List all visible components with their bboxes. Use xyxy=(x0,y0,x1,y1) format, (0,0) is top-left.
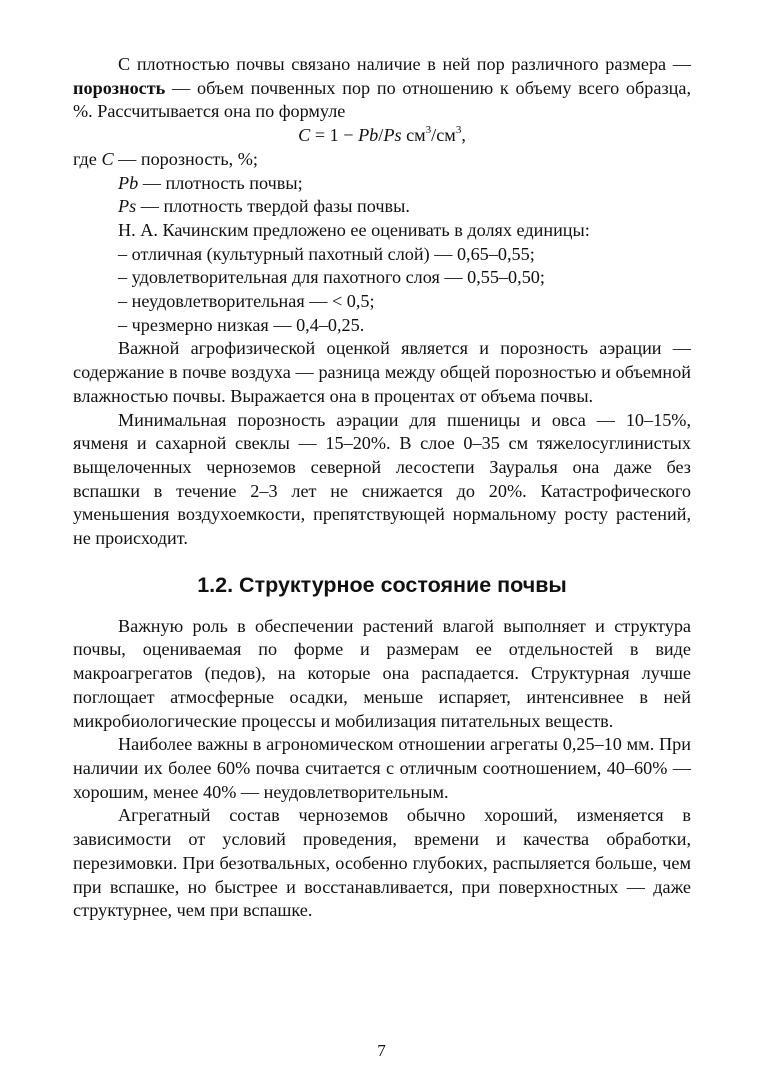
paragraph-soil-structure: Важную роль в обеспечении растений влагой выполняет и структура почвы, оцениваемая по форме и размерам ее отдельностей в виде макроагрегатов (педов), на которые она распадается. Структурная лучше поглощает атмосферные осадки, меньше испаряет, интенсивнее в ней микробиологические процессы и мобилизация питательных веществ. xyxy=(73,615,691,731)
definition-pb-text: — плотность почвы; xyxy=(138,172,303,193)
porosity-intro-text: С плотностью почвы связано наличие в ней пор различного размера — xyxy=(118,54,691,74)
page-content xyxy=(73,53,691,923)
definition-c-var: C xyxy=(101,148,114,169)
porosity-definition-text: — объем почвенных пор по отношению к объему всего образца, %. Рассчитывается она по формуле xyxy=(73,77,691,122)
formula-var-c: C xyxy=(298,125,311,146)
scale-item-very-low: – чрезмерно низкая — 0,4–0,25. xyxy=(118,314,365,335)
scale-item-satisfactory: – удовлетворительная для пахотного слоя — 0,55–0,50; xyxy=(118,267,545,288)
definition-c-text: — порозность, %; xyxy=(113,148,258,169)
definition-pb xyxy=(73,172,691,196)
definition-ps-var: Ps xyxy=(118,196,137,217)
formula-slash: / xyxy=(378,125,384,146)
formula-var-pb: Pb xyxy=(358,125,379,146)
definition-c xyxy=(73,148,691,172)
formula-exponent-2: 3 xyxy=(455,124,462,137)
paragraph-aggregates: Наиболее важны в агрономическом отношении агрегаты 0,25–10 мм. При наличии их более 60% почва считается с отличным соотношением, 40–60% — хорошим, менее 40% — неудовлетворительным. xyxy=(73,734,691,802)
definition-pb-var: Pb xyxy=(118,172,139,193)
formula-equals: = 1 − xyxy=(310,125,359,146)
formula-unit-2: /см xyxy=(431,125,456,146)
formula-unit-1: см xyxy=(401,125,426,146)
formula-tail: , xyxy=(461,125,466,146)
kachinsky-scale-intro: Н. А. Качинским предложено ее оценивать в долях единицы: xyxy=(118,219,590,240)
paragraph-aeration-porosity: Важной агрофизической оценкой является и порозность аэрации — содержание в почве воздуха — разница между общей порозностью и объемной влажностью почвы. Выражается она в процентах от объема почвы. xyxy=(73,338,691,406)
section-heading: 1.2. Структурное состояние почвы xyxy=(197,572,567,597)
porosity-term: порозность xyxy=(73,77,166,98)
scale-item-unsatisfactory: – неудовлетворительная — < 0,5; xyxy=(118,291,375,312)
formula-exponent-1: 3 xyxy=(425,124,432,137)
definition-c-prefix: где xyxy=(73,148,102,169)
paragraph-porosity-definition xyxy=(73,53,691,124)
scale-item-excellent: – отличная (культурный пахотный слой) — 0,65–0,55; xyxy=(118,243,535,264)
definition-ps-text: — плотность твердой фазы почвы. xyxy=(136,196,410,217)
paragraph-minimal-aeration: Минимальная порозность аэрации для пшеницы и овса — 10–15%, ячменя и сахарной свеклы — 15–20%. В слое 0–35 см тяжелосуглинистых выщелоченных черноземов северной лесостепи Зауралья она даже без вспашки в течение 2–3 лет не снижается до 20%. Катастрофического уменьшения воздухоемкости, препятствующей нормальному росту растений, не происходит. xyxy=(73,409,691,549)
page-number: 7 xyxy=(377,1041,386,1060)
paragraph-aggregate-composition: Агрегатный состав черноземов обычно хороший, изменяется в зависимости от условий проведения, времени и качества обработки, перезимовки. При безотвальных, особенно глубоких, распыляется больше, чем при вспашке, но быстрее и восстанавливается, при поверхностных — даже структурнее, чем при вспашке. xyxy=(73,805,691,921)
formula-var-ps: Ps xyxy=(383,125,402,146)
porosity-formula xyxy=(73,124,691,148)
definition-ps xyxy=(73,195,691,219)
